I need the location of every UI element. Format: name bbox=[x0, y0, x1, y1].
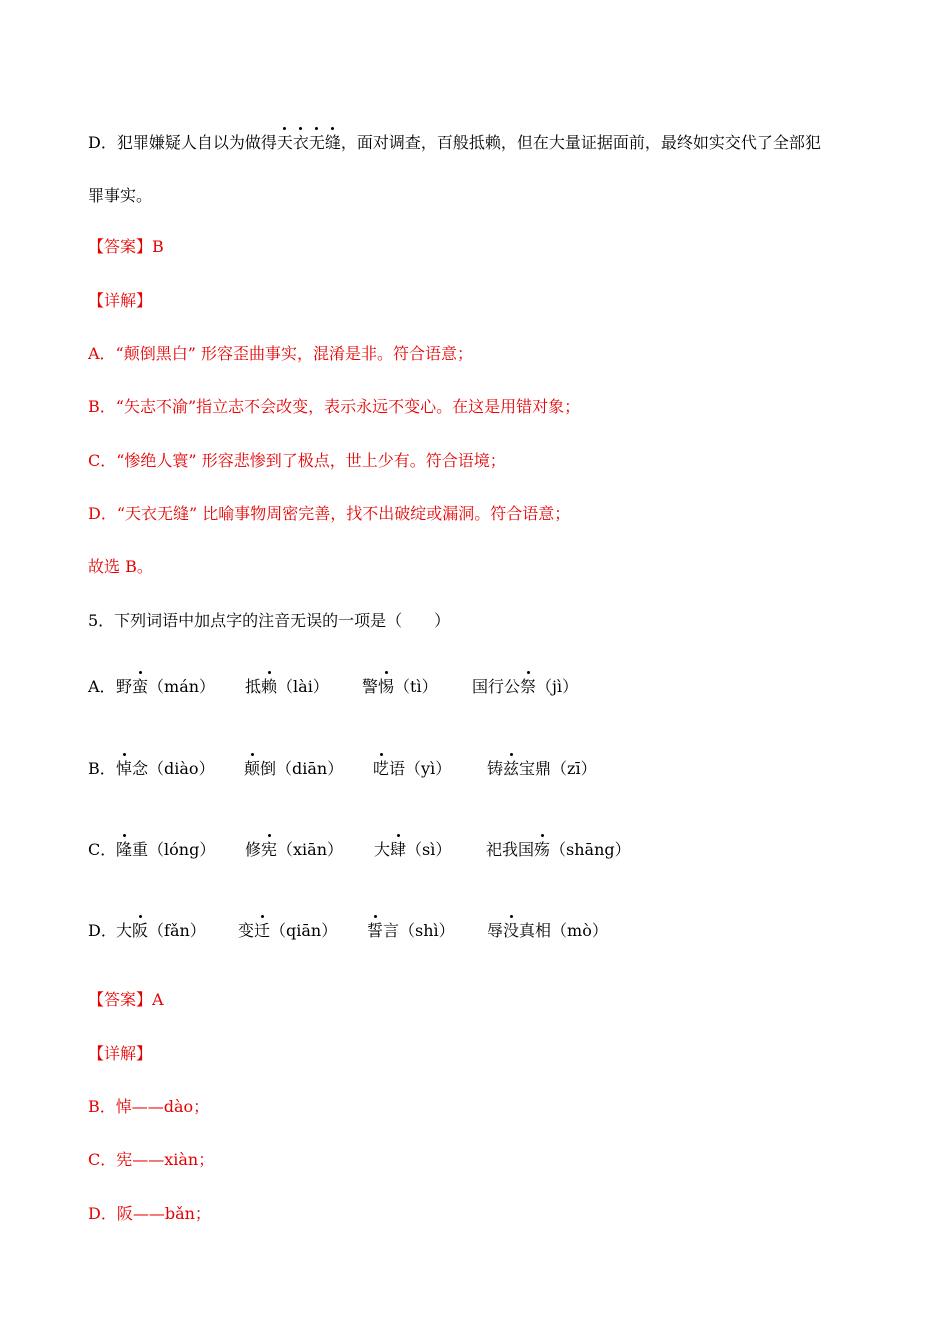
dotted-char: 缝 bbox=[324, 133, 341, 152]
q4-option-d-line2: 罪事实。 bbox=[88, 186, 153, 205]
answer-value: A bbox=[152, 990, 164, 1009]
q5-stem: 5．下列词语中加点字的注音无误的一项是（ ） bbox=[88, 611, 451, 630]
dotted-char: 无 bbox=[308, 133, 325, 152]
q4-answer bbox=[88, 236, 164, 258]
q4-explain-a: A．“颠倒黑白” 形容歪曲事实，混淆是非。符合语意； bbox=[88, 344, 474, 363]
dotted-char: 没 bbox=[503, 921, 520, 940]
q5-option-c-label: C． bbox=[88, 840, 117, 859]
dotted-char: 祭 bbox=[520, 677, 537, 696]
dotted-char: 悼 bbox=[116, 759, 133, 778]
answer-label: 【答案】 bbox=[88, 237, 153, 256]
q5-option-d-label: D． bbox=[88, 921, 117, 940]
q5-option-d-item3: 誓言（shì） bbox=[367, 921, 455, 940]
dotted-char: 誓 bbox=[367, 921, 384, 940]
dotted-char: 蛮 bbox=[132, 677, 149, 696]
dotted-char: 颠 bbox=[244, 759, 261, 778]
dotted-char: 肆 bbox=[390, 840, 407, 859]
q5-option-b-item1: 悼念（diào） bbox=[116, 759, 215, 778]
dotted-char: 惕 bbox=[378, 677, 395, 696]
q4-explain-c: C．“惨绝人寰” 形容悲惨到了极点，世上少有。符合语境； bbox=[88, 451, 506, 470]
q4-option-d-line1: D．犯罪嫌疑人自以为做得天衣无缝，面对调查，百般抵赖，但在大量证据面前，最终如实交代了全部犯 bbox=[88, 133, 821, 152]
q5-option-b-item3: 呓语（yì） bbox=[373, 759, 452, 778]
q5-explain-b: B．悼——dào； bbox=[88, 1097, 210, 1116]
q5-option-c-item2: 修宪（xiān） bbox=[245, 840, 344, 859]
q5-option-b-label: B． bbox=[88, 759, 116, 778]
q4-explain-d: D．“天衣无缝” 比喻事物周密完善，找不出破绽或漏洞。符合语意； bbox=[88, 504, 571, 523]
q5-option-a-item1: 野蛮（mán） bbox=[116, 677, 216, 696]
q5-option-a-item3: 警惕（tì） bbox=[362, 677, 438, 696]
dotted-char: 兹 bbox=[503, 759, 520, 778]
q5-option-d-item1: 大阪（fǎn） bbox=[116, 921, 206, 940]
q4-explain-b: B．“矢志不渝”指立志不会改变，表示永远不变心。在这是用错对象； bbox=[88, 397, 581, 416]
q5-option-a-label: A． bbox=[88, 677, 116, 696]
dotted-char: 宪 bbox=[261, 840, 278, 859]
q5-explain-c: C．宪——xiàn； bbox=[88, 1150, 215, 1169]
q5-explain-label: 【详解】 bbox=[88, 1044, 153, 1063]
q5-option-d-item4: 辱没真相（mò） bbox=[487, 921, 608, 940]
dotted-char: 殇 bbox=[534, 840, 551, 859]
q5-option-b-item2: 颠倒（diān） bbox=[244, 759, 344, 778]
q5-option-a-item4: 国行公祭（jì） bbox=[472, 677, 579, 696]
dotted-char: 迁 bbox=[254, 921, 271, 940]
dotted-char: 呓 bbox=[373, 759, 390, 778]
q5-option-b-item4: 铸兹宝鼎（zī） bbox=[487, 759, 597, 778]
dotted-char: 衣 bbox=[292, 133, 309, 152]
answer-value: B bbox=[152, 237, 164, 256]
dotted-char: 隆 bbox=[116, 840, 133, 859]
q5-option-c-item4: 祀我国殇（shāng） bbox=[486, 840, 631, 859]
answer-label: 【答案】 bbox=[88, 990, 153, 1009]
q5-option-c-item3: 大肆（sì） bbox=[374, 840, 452, 859]
dotted-char: 赖 bbox=[261, 677, 278, 696]
q5-answer bbox=[88, 989, 164, 1011]
q5-explain-d: D．阪——bǎn； bbox=[88, 1204, 211, 1223]
q4-conclusion: 故选 B。 bbox=[88, 557, 153, 576]
q5-option-a-item2: 抵赖（lài） bbox=[245, 677, 329, 696]
q5-option-d-item2: 变迁（qiān） bbox=[238, 921, 338, 940]
q5-option-c-item1: 隆重（lóng） bbox=[116, 840, 216, 859]
dotted-char: 天 bbox=[276, 133, 293, 152]
q4-explain-label: 【详解】 bbox=[88, 291, 153, 310]
dotted-char: 阪 bbox=[132, 921, 149, 940]
